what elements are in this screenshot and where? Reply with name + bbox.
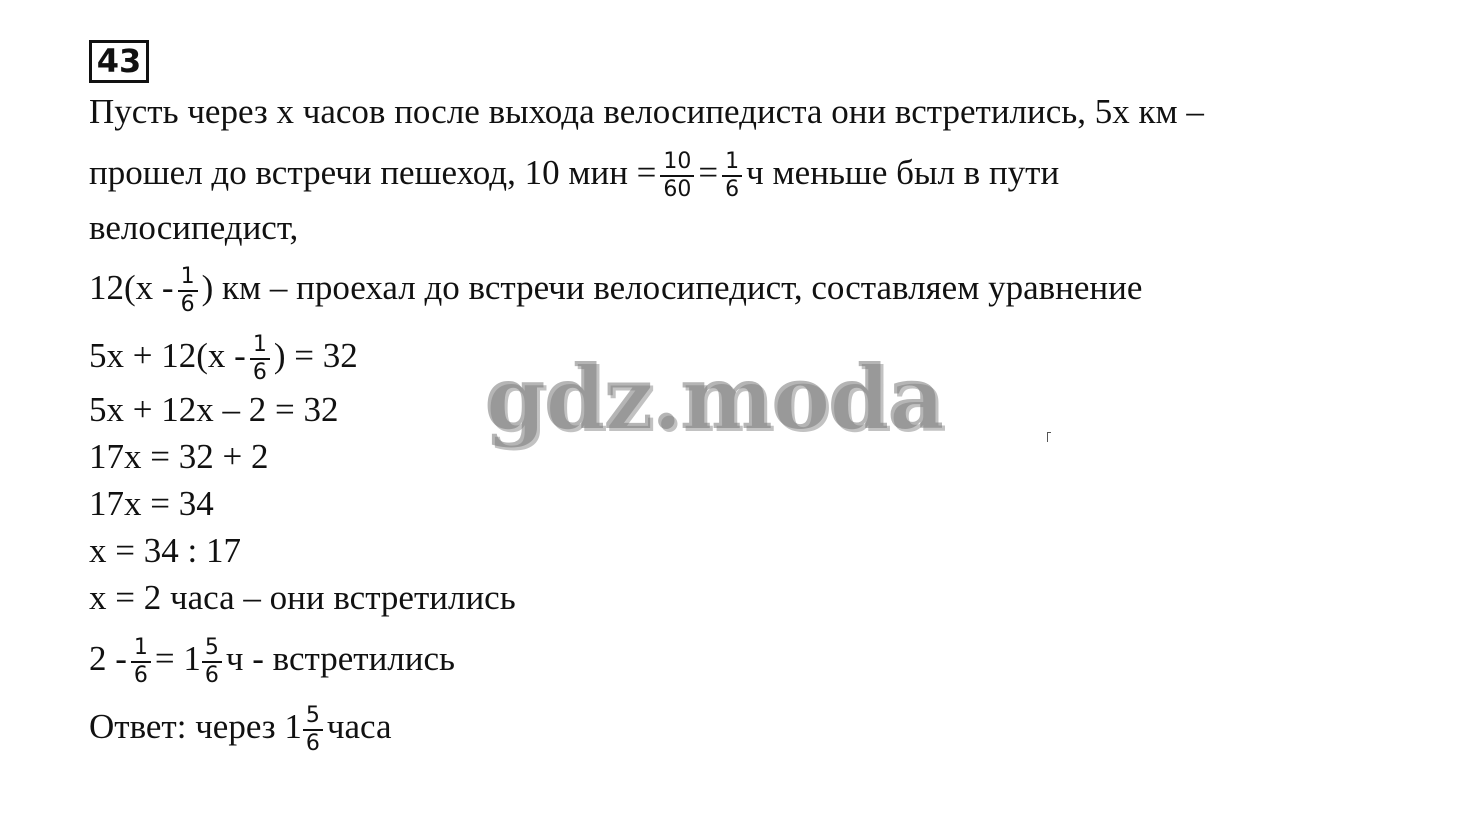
fraction-denominator: 6 (725, 177, 740, 202)
fraction-1-6 (131, 636, 151, 688)
fraction-10-60 (660, 150, 694, 202)
text-line-4-start: 12(x - (89, 268, 174, 308)
text-line-1: Пусть через x часов после выхода велосипедиста они встретились, 5x км – (89, 92, 1204, 131)
answer-start: Ответ: через 1 (89, 707, 302, 747)
fraction-denominator: 60 (663, 177, 692, 202)
equation-line-7-end: ч - встретились (225, 639, 455, 679)
fraction-numerator: 1 (178, 265, 198, 292)
equation-line-7 (89, 636, 455, 688)
fraction-numerator: 5 (202, 636, 222, 663)
fraction-numerator: 10 (660, 150, 694, 177)
fraction-1-6 (722, 150, 742, 202)
text-line-3: велосипедист, (89, 208, 299, 247)
scan-speck (1047, 432, 1051, 442)
fraction-5-6 (303, 704, 323, 756)
equation-line-1 (89, 333, 358, 385)
fraction-numerator: 5 (303, 704, 323, 731)
equation-line-2: 5x + 12x – 2 = 32 (89, 390, 339, 429)
equation-line-3: 17x = 32 + 2 (89, 437, 269, 476)
fraction-denominator: 6 (252, 360, 267, 385)
fraction-denominator: 6 (180, 292, 195, 317)
text-line-2-start: прошел до встречи пешеход, 10 мин = (89, 153, 657, 193)
text-line-2-end: ч меньше был в пути (746, 153, 1060, 193)
fraction-denominator: 6 (204, 663, 219, 688)
equation-line-6: x = 2 часа – они встретились (89, 578, 516, 617)
text-line-2 (89, 150, 1059, 202)
answer-line (89, 704, 392, 756)
watermark: gdz.moda (484, 345, 943, 449)
problem-number: 43 (89, 40, 149, 83)
equation-line-5: x = 34 : 17 (89, 531, 241, 570)
mixed-number-whole: = 1 (154, 639, 201, 679)
answer-end: часа (326, 707, 392, 747)
equation-line-4: 17x = 34 (89, 484, 214, 523)
fraction-5-6 (202, 636, 222, 688)
text-line-4 (89, 265, 1142, 317)
text-line-4-end: ) км – проехал до встречи велосипедист, составляем уравнение (201, 268, 1143, 308)
fraction-denominator: 6 (305, 731, 320, 756)
fraction-numerator: 1 (722, 150, 742, 177)
fraction-1-6 (250, 333, 270, 385)
fraction-denominator: 6 (133, 663, 148, 688)
fraction-1-6 (178, 265, 198, 317)
fraction-numerator: 1 (250, 333, 270, 360)
fraction-numerator: 1 (131, 636, 151, 663)
equation-line-7-start: 2 - (89, 639, 127, 679)
equation-line-1-start: 5x + 12(x - (89, 336, 246, 376)
equation-line-1-end: ) = 32 (273, 336, 358, 376)
equals-sign: = (698, 153, 719, 193)
